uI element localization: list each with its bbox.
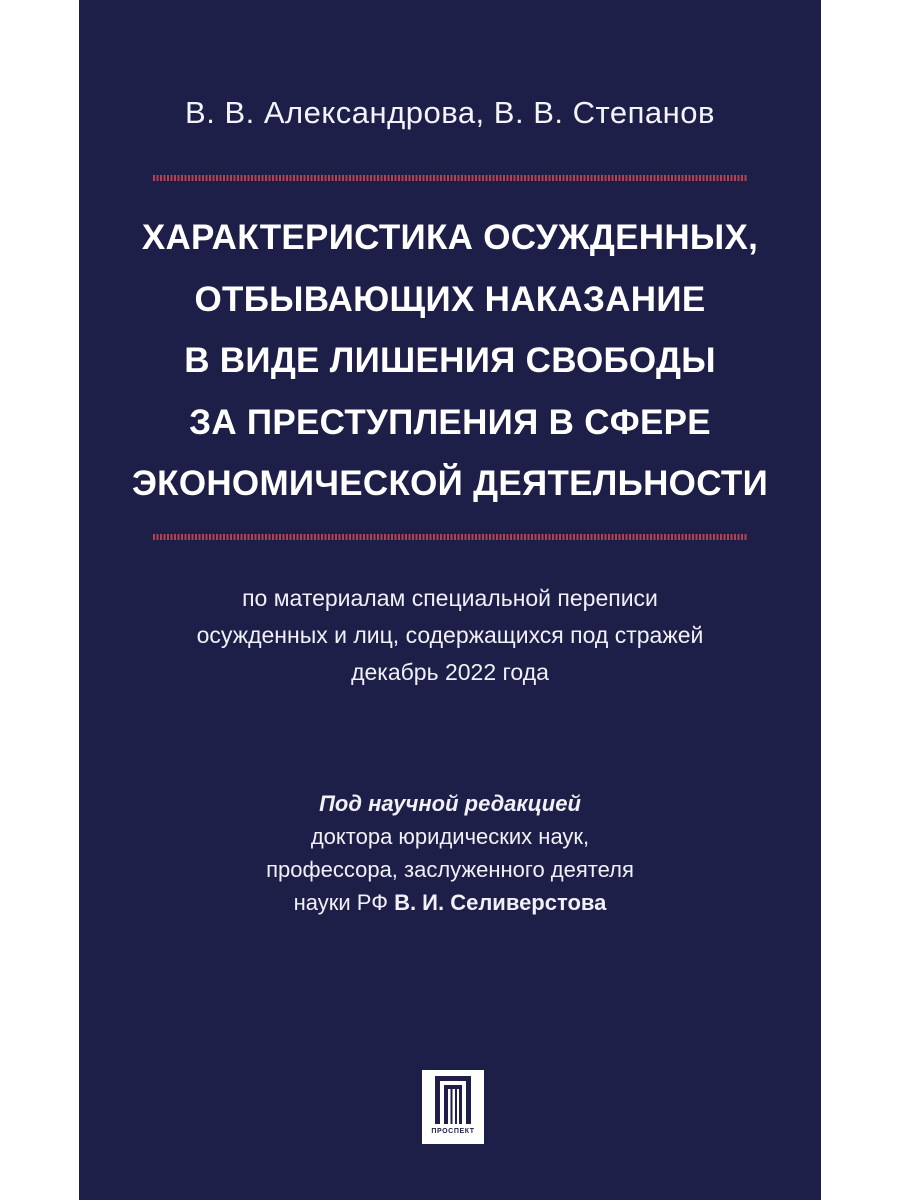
subtitle-line: декабрь 2022 года: [351, 659, 549, 685]
editor-credentials-prefix: науки РФ: [293, 890, 395, 915]
editor-credentials-line: [79, 886, 821, 919]
editor-heading: Под научной редакцией: [319, 791, 581, 816]
publisher-logo: [422, 1070, 484, 1144]
editor-name: В. И. Селиверстова: [394, 890, 607, 915]
authors: В. В. Александрова, В. В. Степанов: [185, 95, 715, 130]
title-line: В ВИДЕ ЛИШЕНИЯ СВОБОДЫ: [184, 341, 716, 380]
subtitle: [79, 580, 821, 691]
book-cover: [79, 0, 821, 1200]
title-line: ЭКОНОМИЧЕСКОЙ ДЕЯТЕЛЬНОСТИ: [131, 464, 769, 503]
title-line: ХАРАКТЕРИСТИКА ОСУЖДЕННЫХ,: [141, 218, 759, 257]
editor-credentials-line: доктора юридических наук,: [310, 824, 590, 849]
book-title: [79, 207, 821, 515]
editor-credentials-line: профессора, заслуженного деятеля: [266, 857, 634, 882]
publisher-name: ПРОСПЕКТ: [431, 1128, 475, 1135]
subtitle-line: осужденных и лиц, содержащихся под стражей: [196, 622, 704, 648]
editor-block: [79, 787, 821, 919]
title-line: ЗА ПРЕСТУПЛЕНИЯ В СФЕРЕ: [189, 402, 711, 442]
decorative-rule-top: [153, 175, 747, 181]
title-line: ОТБЫВАЮЩИХ НАКАЗАНИЕ: [194, 279, 706, 319]
prospekt-logo-icon: [422, 1070, 484, 1128]
subtitle-line: по материалам специальной переписи: [242, 585, 658, 611]
decorative-rule-bottom: [153, 534, 747, 540]
